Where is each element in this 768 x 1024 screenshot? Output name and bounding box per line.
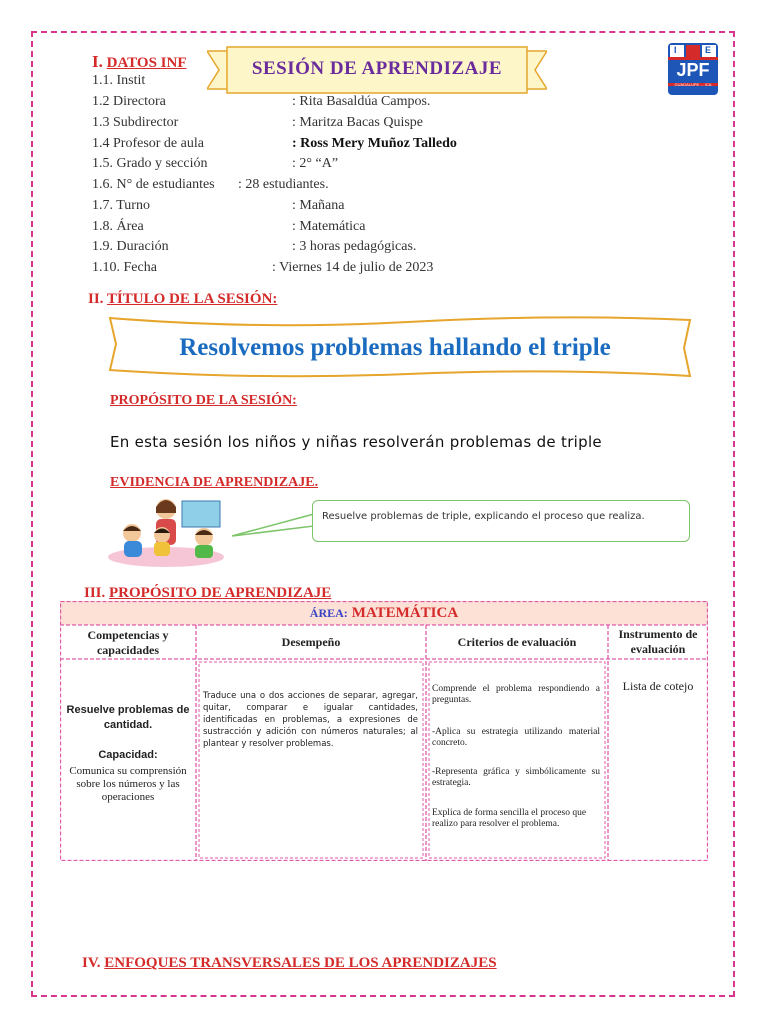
logo-main-text: JPF xyxy=(676,60,710,80)
competencia-text: Resuelve problemas de cantidad. xyxy=(66,704,190,731)
datos-value: : 3 horas pedagógicas. xyxy=(292,239,417,254)
section1-heading xyxy=(92,52,187,72)
area-value: MATEMÁTICA xyxy=(351,605,459,621)
purpose-heading: PROPÓSITO DE LA SESIÓN: xyxy=(110,393,297,408)
section3-heading xyxy=(84,585,331,602)
logo-letter-i: I xyxy=(674,45,677,55)
logo-letters xyxy=(670,45,716,55)
capacidad-text: Comunica su comprensión sobre los números y las operaciones xyxy=(69,765,187,803)
datos-value: : 28 estudiantes. xyxy=(238,177,329,192)
datos-label: 1.3 Subdirector xyxy=(92,115,179,130)
datos-label: 1.6. N° de estudiantes xyxy=(92,177,215,192)
datos-value: : Ross Mery Muñoz Talledo xyxy=(292,136,457,151)
datos-value: : Viernes 14 de julio de 2023 xyxy=(272,260,434,275)
session-banner-title: SESIÓN DE APRENDIZAJE xyxy=(251,58,503,79)
section2-heading xyxy=(88,291,277,308)
datos-value: : Maritza Bacas Quispe xyxy=(292,115,424,130)
desempeno-text: Traduce una o dos acciones de separar, agregar, quitar, comparar e igualar cantidades, identificadas en problemas, a expresiones de sustracción y adición con números naturales; al plantear y resolver problemas. xyxy=(203,691,418,749)
section1-number: I. xyxy=(92,52,103,71)
section4-heading xyxy=(82,955,497,972)
criterio-3: -Representa gráfica y simbólicamente su estrategia. xyxy=(432,767,600,788)
logo-bottom-text: GUADALUPE ... ICA xyxy=(674,82,712,87)
datos-value: : Matemática xyxy=(292,219,366,234)
area-row xyxy=(60,604,708,622)
capacidad-label: Capacidad: xyxy=(98,749,158,761)
datos-label: 1.7. Turno xyxy=(92,198,150,213)
speech-bubble-tail xyxy=(230,500,320,544)
section4-title: ENFOQUES TRANSVERSALES DE LOS APRENDIZAJES xyxy=(104,955,497,971)
datos-label: 1.4 Profesor de aula xyxy=(92,136,204,151)
section2-number: II. xyxy=(88,291,104,307)
children-reading-illustration xyxy=(104,495,234,570)
datos-label: 1.5. Grado y sección xyxy=(92,156,208,171)
section3-title: PROPÓSITO DE APRENDIZAJE xyxy=(109,585,332,601)
datos-value: : Mañana xyxy=(292,198,345,213)
area-label: ÁREA: xyxy=(309,606,348,620)
section3-number: III. xyxy=(84,585,106,601)
criterio-2: -Aplica su estrategia utilizando material concreto. xyxy=(432,727,600,748)
evidence-heading: EVIDENCIA DE APRENDIZAJE. xyxy=(110,475,319,490)
instrumento-text: Lista de cotejo xyxy=(622,679,694,693)
section2-title: TÍTULO DE LA SESIÓN: xyxy=(106,291,278,307)
session-title: Resolvemos problemas hallando el triple xyxy=(179,334,611,361)
logo-letter-e: E xyxy=(704,45,711,55)
col-header-competencias: Competencias y capacidades xyxy=(87,628,169,657)
datos-value: : 2° “A” xyxy=(292,156,339,171)
datos-label: 1.1. Instit xyxy=(92,73,146,88)
datos-label: 1.8. Área xyxy=(92,219,144,234)
datos-label: 1.2 Directora xyxy=(92,94,166,109)
datos-label: 1.10. Fecha xyxy=(92,260,157,275)
col-header-desempeno: Desempeño xyxy=(281,635,341,649)
section4-number: IV. xyxy=(82,955,101,971)
criterio-1: Comprende el problema respondiendo a preguntas. xyxy=(432,684,600,705)
evidence-text: Resuelve problemas de triple, explicando el proceso que realiza. xyxy=(322,511,645,522)
datos-label: 1.9. Duración xyxy=(92,239,169,254)
col-header-criterios: Criterios de evaluación xyxy=(457,635,577,649)
datos-value: : Rita Basaldúa Campos. xyxy=(292,94,431,109)
criterio-4: Explica de forma sencilla el proceso que realizo para resolver el problema. xyxy=(432,808,587,829)
purpose-text: En esta sesión los niños y niñas resolverán problemas de triple xyxy=(110,433,602,451)
col-header-instrumento: Instrumento de evaluación xyxy=(618,627,698,656)
section1-title: DATOS INF xyxy=(106,55,187,71)
